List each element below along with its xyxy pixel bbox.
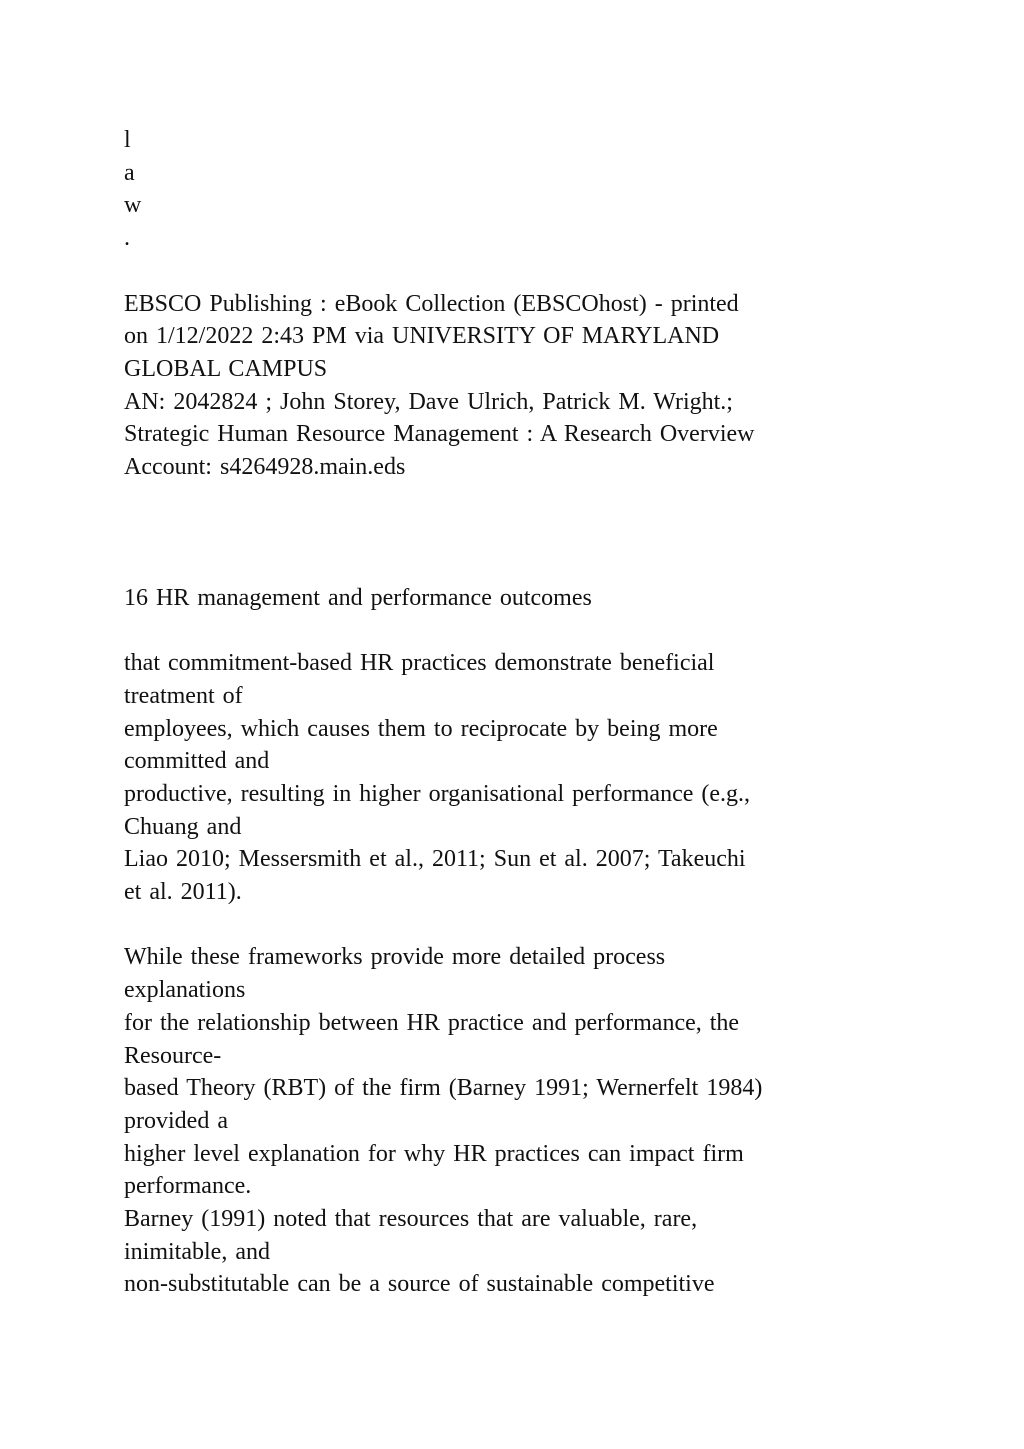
paragraph-line: productive, resulting in higher organisational performance (e.g., [124, 780, 751, 807]
vertical-letter: w [124, 192, 142, 219]
vertical-letter: a [124, 159, 135, 186]
spacer [124, 909, 924, 942]
spacer [124, 255, 924, 288]
paragraph-line: non-substitutable can be a source of sustainable competitive [124, 1271, 715, 1298]
paragraph-1 [124, 647, 924, 909]
paragraph-line: et al. 2011). [124, 879, 242, 906]
ebsco-header-line: Account: s4264928.main.eds [124, 454, 406, 481]
vertical-letter: . [124, 225, 130, 252]
ebsco-header-line: AN: 2042824 ; John Storey, Dave Ulrich, Patrick M. Wright.; [124, 388, 733, 415]
paragraph-line: performance. [124, 1173, 252, 1200]
paragraph-line: inimitable, and [124, 1238, 270, 1265]
paragraph-line: While these frameworks provide more detailed process [124, 944, 666, 971]
ebsco-header-line: on 1/12/2022 2:43 PM via UNIVERSITY OF MARYLAND [124, 323, 720, 350]
paragraph-line: provided a [124, 1107, 228, 1134]
paragraph-line: Liao 2010; Messersmith et al., 2011; Sun et al. 2007; Takeuchi [124, 846, 746, 873]
spacer [124, 484, 924, 582]
running-head: 16 HR management and performance outcomes [124, 584, 592, 611]
paragraph-2 [124, 941, 924, 1301]
ebsco-header-line: Strategic Human Resource Management : A Research Overview [124, 421, 755, 448]
ebsco-header [124, 288, 924, 484]
paragraph-line: for the relationship between HR practice and performance, the [124, 1009, 740, 1036]
paragraph-line: employees, which causes them to reciprocate by being more [124, 715, 718, 742]
vertical-letters [124, 124, 924, 255]
paragraph-line: treatment of [124, 682, 243, 709]
spacer [124, 614, 924, 647]
ebsco-header-line: EBSCO Publishing : eBook Collection (EBSCOhost) - printed [124, 290, 739, 317]
paragraph-line: committed and [124, 748, 270, 775]
paragraph-line: higher level explanation for why HR practices can impact firm [124, 1140, 744, 1167]
paragraph-line: Resource- [124, 1042, 222, 1069]
ebsco-header-line: GLOBAL CAMPUS [124, 355, 328, 382]
paragraph-line: based Theory (RBT) of the firm (Barney 1991; Wernerfelt 1984) [124, 1075, 763, 1102]
paragraph-line: that commitment-based HR practices demonstrate beneficial [124, 650, 715, 677]
paragraph-line: Chuang and [124, 813, 242, 840]
paragraph-line: explanations [124, 977, 246, 1004]
vertical-letter: l [124, 127, 131, 153]
paragraph-line: Barney (1991) noted that resources that are valuable, rare, [124, 1206, 698, 1233]
document-page [124, 124, 924, 1301]
